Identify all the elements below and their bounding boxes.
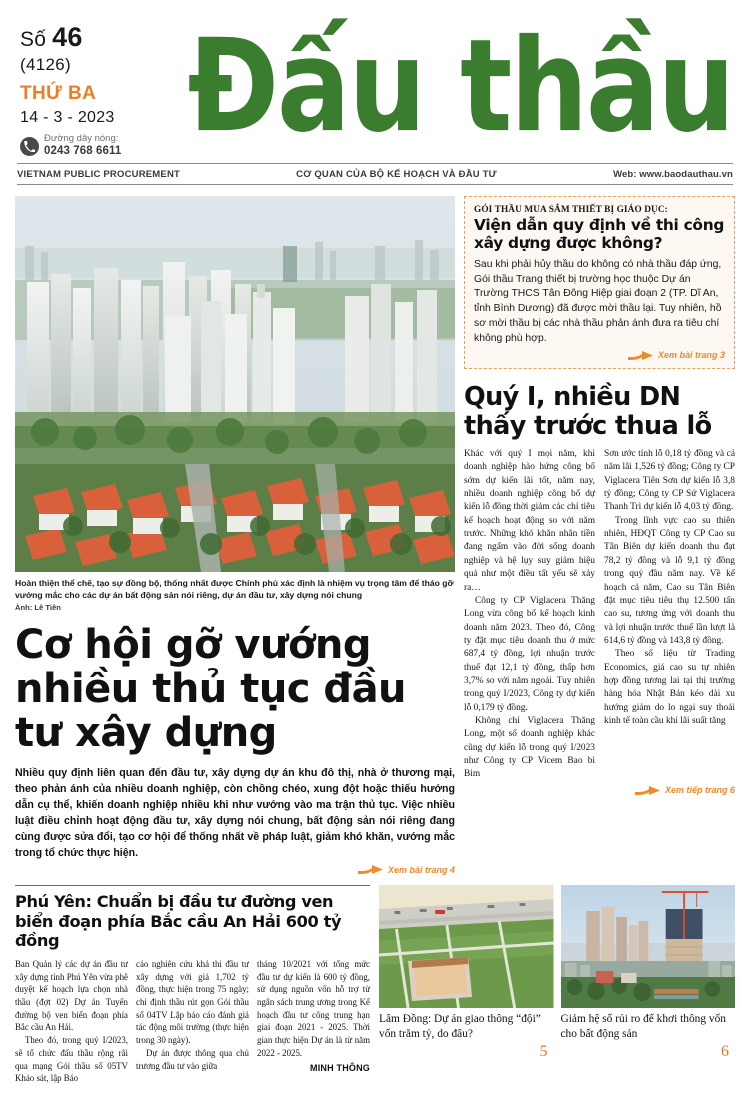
- weekday-label: THỨ BA: [20, 83, 97, 104]
- lead-photo-caption: [15, 577, 455, 613]
- feature-see-more-link[interactable]: [464, 785, 735, 796]
- feature-column-2: [604, 448, 735, 782]
- thumbnail-image-construction-site: [561, 885, 736, 1008]
- issue-prefix: Số: [20, 28, 47, 51]
- feature-paragraph: Trong lĩnh vực cao su thiên nhiên, HĐQT Công ty CP Cao su Tân Biên dự kiến doanh thu đạt 78,2 tỷ đồng và lỗ 9,1 tỷ đồng trong quý đầu năm nay. Về kế hoạch cả năm, Cao su Tân Biên đặt mục tiêu tiêu thụ 12.500 tấn cao su, tương ứng với doanh thu và lợi nhuận trước thuế lần lượt là 614,6 tỷ đồng và 143,8 tỷ đồng.: [604, 515, 735, 646]
- phu-yen-byline: MINH THÔNG: [310, 1062, 370, 1073]
- boxed-story-see-more-link[interactable]: [474, 350, 725, 361]
- feature-paragraph: Sơn ước tính lỗ 0,18 tỷ đồng và cả năm lãi 1,526 tỷ đồng; Công ty CP Viglacera Tiên Sơn dự kiến lỗ 3,8 tỷ đồng; Công ty CP Sứ Viglacera Thanh Trì dự kiến lỗ 4,03 tỷ đồng.: [604, 449, 735, 513]
- hotline-text: [44, 134, 121, 158]
- boxed-story-headline[interactable]: Viện dẫn quy định về thi công xây dựng được không?: [474, 216, 725, 252]
- issue-number: 46: [52, 22, 83, 52]
- issue-line: [20, 22, 185, 53]
- bottom-section: [15, 885, 735, 1085]
- lead-headline[interactable]: Cơ hội gỡ vướng nhiều thủ tục đầu tư xây dựng: [15, 621, 407, 756]
- boxed-story-see-more-label: Xem bài trang 3: [657, 350, 725, 361]
- issue-serial: (4126): [20, 55, 71, 74]
- feature-columns: [464, 448, 735, 782]
- phu-yen-column-2: [136, 958, 249, 1085]
- phone-icon: [20, 137, 39, 156]
- phu-yen-columns: [15, 958, 370, 1085]
- thumbnail-caption[interactable]: Lâm Đồng: Dự án giao thông “đội” vốn trăm tỷ, do đâu?: [379, 1013, 541, 1041]
- bottom-thumbnails: [379, 885, 735, 1085]
- newspaper-title: Đấu thầu: [187, 11, 733, 161]
- phu-yen-paragraph: cáo nghiên cứu khả thi đầu tư xây dựng với giá 1,702 tỷ đồng, thực hiện trong 75 ngày; chỉ định thầu rút gọn Gói thầu số 04TV Lập báo cáo đánh giá tác động môi trường (thực hiện trong 30 ngày).: [136, 958, 249, 1046]
- lead-caption-text: Hoàn thiện thể chế, tạo sự đồng bộ, thống nhất được Chính phủ xác định là nhiệm vụ trọng tâm để tháo gỡ vướng mắc cho các dự án bất động sản nói riêng, dự án đầu tư, xây dựng nói chung: [15, 578, 454, 601]
- hotline-number: 0243 768 6611: [44, 144, 122, 157]
- masthead-issue-info: [15, 22, 185, 158]
- thumbnail-page-number: 6: [721, 1043, 729, 1061]
- feature-see-more-label: Xem tiếp trang 6: [664, 785, 735, 796]
- thumbnail-caption[interactable]: Giảm hệ số rủi ro để khơi thông vốn cho bất động sản: [560, 1013, 726, 1041]
- feature-paragraph: Khác với quý I mọi năm, khi doanh nghiệp hào hứng công bố sớm dự kiến lãi tốt, năm nay, nhiều doanh nghiệp công bố dự kiến lỗ đồng thời giảm các chỉ tiêu kế hoạch hoạt động so với năm trước. Những khó khăn nhãn tiền đang ngấm vào đời sống doanh nghiệp và hệ lụy suy giảm hiệu quả như một điều tất yếu sẽ xảy ra…: [464, 449, 595, 593]
- feature-column-1: [464, 448, 595, 782]
- phu-yen-column-3: [257, 958, 370, 1085]
- phu-yen-paragraph: Dự án được thông qua chủ trương đầu tư vào giữa: [136, 1047, 249, 1071]
- lead-see-more-link[interactable]: [15, 864, 455, 875]
- thumbnail-card-lam-dong[interactable]: [379, 885, 554, 1085]
- left-column: [15, 196, 455, 875]
- masthead-bar-left: VIETNAM PUBLIC PROCUREMENT: [17, 168, 181, 180]
- thumbnail-image-road-project: [379, 885, 554, 1008]
- phu-yen-paragraph: tháng 10/2021 với tổng mức đầu tư dự kiến là 600 tỷ đồng, sử dụng nguồn vốn hỗ trợ từ ngân sách trung ương trong Kế hoạch đầu tư công trung hạn giai đoạn 2021 - 2025. Thời gian thực hiện Dự án là từ năm 2022 - 2025.: [257, 958, 370, 1058]
- feature-paragraph: Không chỉ Viglacera Thăng Long, một số doanh nghiệp khác cũng dự kiến lỗ trong quý I/2023 như Công ty CP Vicem Bao bì Bim: [464, 715, 595, 780]
- arrow-right-icon: [635, 785, 661, 796]
- masthead: [15, 0, 735, 163]
- arrow-right-icon: [358, 864, 384, 875]
- hotline-label: Đường dây nóng:: [44, 133, 119, 144]
- masthead-bar-center: CƠ QUAN CỦA BỘ KẾ HOẠCH VÀ ĐẦU TƯ: [296, 168, 497, 180]
- arrow-right-icon: [628, 350, 654, 361]
- right-column: [464, 196, 735, 875]
- phu-yen-column-1: [15, 958, 128, 1085]
- thumbnail-card-real-estate[interactable]: [561, 885, 736, 1085]
- phu-yen-headline[interactable]: Phú Yên: Chuẩn bị đầu tư đường ven biển đoạn phía Bắc cầu An Hải 600 tỷ đồng: [15, 892, 342, 951]
- photo-credit: Ảnh: Lê Tiên: [15, 602, 61, 612]
- publication-date: 14 - 3 - 2023: [20, 109, 115, 126]
- masthead-info-bar: [17, 163, 733, 185]
- masthead-bar-website[interactable]: Web: www.baodauthau.vn: [613, 168, 733, 180]
- lead-lede: Nhiều quy định liên quan đến đầu tư, xây dựng dự án khu đô thị, nhà ở thương mại, theo phản ánh của nhiều doanh nghiệp, còn chồng chéo, xung đột hoặc thiếu hướng dẫn cụ thể, khiến doanh nghiệp nhiều khi như vướng vào ma trận thủ tục. Việc nhiều luật điều chỉnh hoạt động đầu tư, xây dựng nói chung, bất động sản nói riêng đang cùng được sửa đổi, tạo cơ hội để thống nhất về pháp luật, giảm khó khăn, vướng mắc trong tổ chức thực hiện.: [15, 766, 455, 860]
- lead-photo: [15, 196, 455, 572]
- feature-headline[interactable]: Quý I, nhiều DN thấy trước thua lỗ: [464, 381, 712, 441]
- phu-yen-paragraph: Theo đó, trong quý I/2023, sẽ tổ chức đấu thầu rộng rãi qua mạng Gói thầu số 05TV Khảo sát, lập Báo: [15, 1035, 128, 1084]
- feature-paragraph: Công ty CP Viglacera Thăng Long vừa công bố kế hoạch kinh doanh năm 2023. Theo đó, Công ty đặt mục tiêu doanh thu ở mức 687,4 tỷ đồng, lợi nhuận trước thuế đạt 12,1 tỷ đồng, thấp hơn 3,7% so với năm ngoái. Tuy nhiên trong quý I/2023, Công ty dự kiến lỗ 0,179 tỷ đồng.: [464, 595, 595, 713]
- phu-yen-article: [15, 885, 370, 1085]
- section-divider: [15, 885, 370, 886]
- lead-see-more-label: Xem bài trang 4: [387, 864, 455, 875]
- boxed-story[interactable]: [464, 196, 735, 369]
- main-content: [15, 196, 735, 875]
- thumbnail-page-number: 5: [539, 1043, 548, 1061]
- hotline-block: [20, 134, 185, 158]
- boxed-story-kicker: GÓI THẦU MUA SẮM THIẾT BỊ GIÁO DỤC:: [474, 205, 668, 215]
- boxed-story-body: Sau khi phải hủy thầu do không có nhà thầu đáp ứng, Gói thầu Trang thiết bị trường học thuộc Dự án Trường THCS Tân Đông Hiệp giai đoạn 2 (TP. Dĩ An, tỉnh Bình Dương) đã được mời thầu lại. Tuy nhiên, hồ sơ mời thầu bị các nhà thầu phản ánh đưa ra tiêu chí không phù hợp.: [474, 258, 722, 345]
- phu-yen-paragraph: Ban Quản lý các dự án đầu tư xây dựng tỉnh Phú Yên vừa phê duyệt kế hoạch lựa chọn nhà thầu (đợt 02) Dự án Tuyến đường bộ ven biển đoạn phía Bắc cầu An Hải.: [15, 958, 128, 1033]
- feature-paragraph: Theo số liệu từ Trading Economics, giá cao su tự nhiên hợp đồng tương lai tại thị trường hàng hóa Nhật Bản kéo dài xu hướng giảm do lo ngại suy thoái kinh tế toàn cầu khi lãi suất tăng: [604, 649, 735, 726]
- masthead-logo: [185, 11, 735, 161]
